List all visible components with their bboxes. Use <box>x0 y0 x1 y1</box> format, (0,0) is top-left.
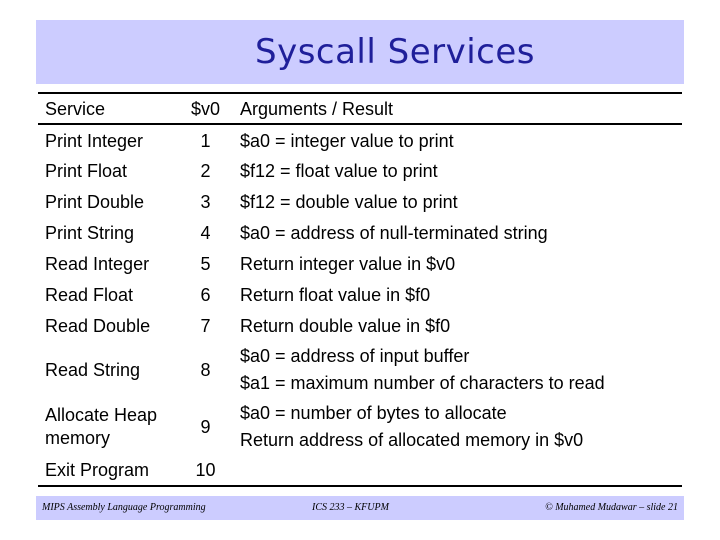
table-row <box>38 341 682 398</box>
table-row <box>38 248 682 279</box>
table-row <box>38 398 682 455</box>
service-name: Exit Program <box>38 455 178 486</box>
footer-course-code: ICS 233 – KFUPM <box>312 502 389 513</box>
service-name: Print Double <box>45 191 145 212</box>
slide-title: Syscall Services <box>254 32 536 72</box>
service-args: $a0 = address of null-terminated string <box>240 222 548 243</box>
table-row <box>38 310 682 341</box>
service-args: $a0 = integer value to print <box>240 131 454 151</box>
service-args <box>233 398 682 455</box>
service-args-line: $a1 = maximum number of characters to read <box>240 372 605 393</box>
service-code: 9 <box>200 416 211 437</box>
table-header-row <box>38 93 682 124</box>
service-code: 1 <box>200 131 211 151</box>
title-band <box>36 20 684 84</box>
service-args: Return integer value in $v0 <box>240 253 456 274</box>
header-v0: $v0 <box>178 93 233 124</box>
header-arguments: Arguments / Result <box>233 93 682 124</box>
footer-course-title: MIPS Assembly Language Programming <box>42 502 206 513</box>
footer-slide-credit: © Muhamed Mudawar – slide 21 <box>545 502 678 513</box>
syscall-services-table <box>38 92 682 487</box>
service-code: 5 <box>200 253 211 274</box>
service-name: Read Float <box>45 284 134 305</box>
service-args: $f12 = double value to print <box>240 191 458 212</box>
table-row <box>38 186 682 217</box>
service-args: $f12 = float value to print <box>240 160 438 181</box>
service-args: Return double value in $f0 <box>240 315 451 336</box>
service-args <box>233 341 682 398</box>
service-code: 4 <box>200 222 211 243</box>
table-row <box>38 155 682 186</box>
header-service: Service <box>38 93 178 124</box>
service-name: Print Integer <box>45 131 144 151</box>
service-args-line: $a0 = number of bytes to allocate <box>240 402 507 423</box>
service-code: 3 <box>200 191 211 212</box>
service-args-line: $a0 = address of input buffer <box>240 345 470 366</box>
service-code: 7 <box>200 315 211 336</box>
service-code: 10 <box>178 455 233 486</box>
service-code: 6 <box>200 284 211 305</box>
footer-band <box>36 496 684 520</box>
service-code: 8 <box>200 359 211 380</box>
service-code: 2 <box>200 160 211 181</box>
service-args <box>233 455 682 486</box>
service-args: Return float value in $f0 <box>240 284 431 305</box>
service-name: Print String <box>45 222 135 243</box>
service-name: Read String <box>45 359 141 380</box>
table-row <box>38 455 682 486</box>
service-name: Read Integer <box>45 253 150 274</box>
service-name: Read Double <box>45 315 151 336</box>
table-row <box>38 279 682 310</box>
service-name: Print Float <box>45 160 128 181</box>
service-args-line: Return address of allocated memory in $v0 <box>240 429 584 450</box>
service-name: Allocate Heap memory <box>45 404 158 448</box>
table-row <box>38 217 682 248</box>
table-row <box>38 124 682 155</box>
